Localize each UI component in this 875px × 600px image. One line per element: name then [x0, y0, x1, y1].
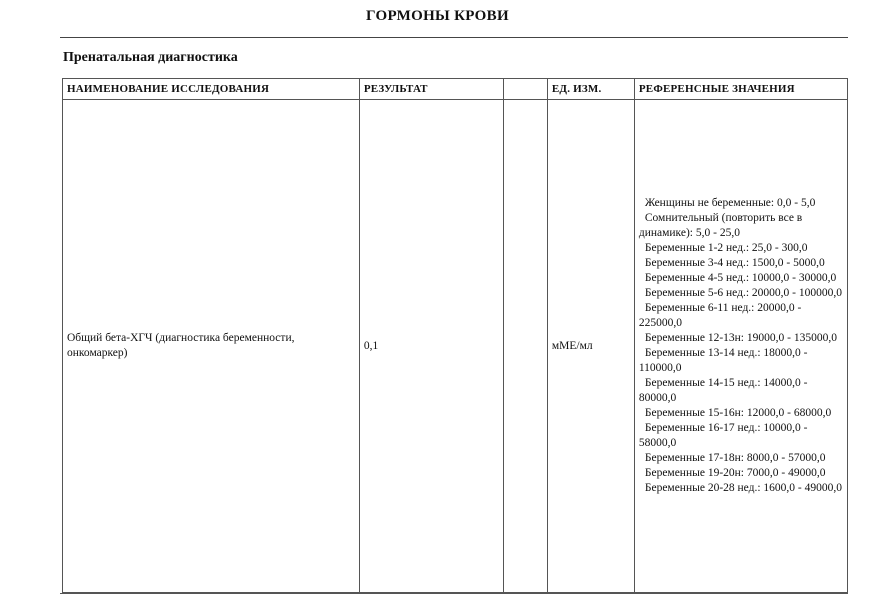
header-empty: [504, 79, 547, 100]
reference-value: Женщины не беременные: 0,0 - 5,0: [644, 197, 816, 209]
table-row: [63, 100, 848, 593]
reference-value: Беременные 20-28 нед.: 1600,0 - 49000,0: [644, 482, 843, 494]
results-table: [62, 78, 848, 593]
header-result: РЕЗУЛЬТАТ: [359, 79, 504, 100]
reference-value: Беременные 13-14 нед.: 18000,0 - 110000,0: [638, 347, 808, 374]
result-cell: 0,1: [359, 100, 504, 593]
reference-value: Беременные 3-4 нед.: 1500,0 - 5000,0: [644, 257, 825, 269]
page-title: ГОРМОНЫ КРОВИ: [366, 8, 509, 24]
reference-value: Беременные 17-18н: 8000,0 - 57000,0: [644, 452, 826, 464]
reference-value: Беременные 12-13н: 19000,0 - 135000,0: [644, 332, 837, 344]
reference-value: Беременные 19-20н: 7000,0 - 49000,0: [644, 467, 826, 479]
empty-cell: [504, 100, 547, 593]
section-title: Пренатальная диагностика: [63, 50, 238, 65]
header-reference: РЕФЕРЕНСНЫЕ ЗНАЧЕНИЯ: [634, 79, 847, 100]
reference-value: Беременные 14-15 нед.: 14000,0 - 80000,0: [638, 377, 808, 404]
reference-value: Беременные 6-11 нед.: 20000,0 - 225000,0: [638, 302, 802, 329]
title-divider: [60, 37, 848, 38]
test-name-cell: Общий бета-ХГЧ (диагностика беременности, онкомаркер): [63, 100, 360, 593]
header-unit: ЕД. ИЗМ.: [547, 79, 634, 100]
reference-value: Беременные 15-16н: 12000,0 - 68000,0: [644, 407, 832, 419]
bottom-divider: [60, 593, 848, 594]
reference-value: Беременные 1-2 нед.: 25,0 - 300,0: [644, 242, 808, 254]
reference-value: Сомнительный (повторить все в динамике): 5,0 - 25,0: [638, 212, 803, 239]
header-test-name: НАИМЕНОВАНИЕ ИССЛЕДОВАНИЯ: [63, 79, 360, 100]
reference-value: Беременные 4-5 нед.: 10000,0 - 30000,0: [644, 272, 837, 284]
reference-cell: [634, 100, 847, 593]
unit-cell: мМЕ/мл: [547, 100, 634, 593]
reference-value: Беременные 5-6 нед.: 20000,0 - 100000,0: [644, 287, 843, 299]
table-header-row: [63, 79, 848, 100]
reference-value: Беременные 16-17 нед.: 10000,0 - 58000,0: [638, 422, 808, 449]
